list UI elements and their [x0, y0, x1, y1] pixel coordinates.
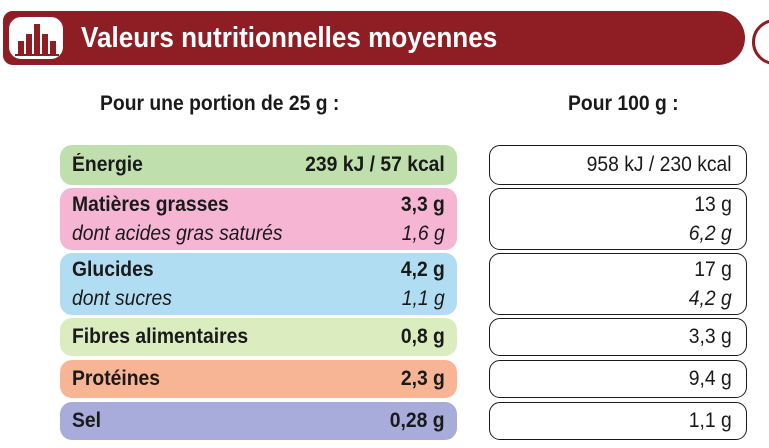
header-banner [3, 11, 745, 65]
logo-circle [752, 19, 769, 65]
cell-proteines-100g [489, 360, 747, 398]
row-value-100g: 3,3 g [689, 325, 732, 348]
row-label: Glucides [72, 258, 154, 281]
page-title: Valeurs nutritionnelles moyennes [81, 22, 498, 54]
row-value-portion: 239 kJ / 57 kcal [305, 153, 445, 176]
bar-chart-icon [9, 17, 63, 59]
row-value-100g: 17 g [694, 258, 732, 281]
cell-matieres-grasses-100g [489, 188, 747, 250]
row-energie [60, 145, 457, 185]
row-sub-label: dont acides gras saturés [72, 222, 283, 245]
column-header-100g: Pour 100 g : [568, 92, 679, 115]
row-value-portion: 2,3 g [400, 367, 445, 390]
row-glucides [60, 253, 457, 315]
row-sub-value-portion: 1,6 g [402, 222, 445, 245]
cell-energie-100g [489, 145, 747, 185]
row-label: Protéines [72, 367, 161, 390]
row-value-100g: 13 g [694, 193, 732, 216]
row-value-portion: 0,8 g [400, 325, 445, 348]
row-sub-value-100g: 6,2 g [689, 222, 732, 245]
row-value-portion: 4,2 g [400, 258, 445, 281]
row-sub-value-100g: 4,2 g [689, 287, 732, 310]
cell-glucides-100g [489, 253, 747, 315]
cell-sel-100g [489, 402, 747, 440]
row-value-portion: 0,28 g [390, 409, 445, 432]
row-value-100g: 9,4 g [689, 367, 732, 390]
row-value-portion: 3,3 g [400, 193, 445, 216]
row-matieres-grasses [60, 188, 457, 250]
row-label: Énergie [72, 153, 143, 176]
row-fibres [60, 318, 457, 356]
row-sub-value-portion: 1,1 g [402, 287, 445, 310]
column-header-portion: Pour une portion de 25 g : [100, 92, 340, 115]
row-label: Sel [72, 409, 102, 432]
cell-fibres-100g [489, 318, 747, 356]
row-label: Matières grasses [72, 193, 229, 216]
row-sub-label: dont sucres [72, 287, 172, 310]
row-value-100g: 1,1 g [689, 409, 732, 432]
row-value-100g: 958 kJ / 230 kcal [587, 153, 732, 176]
row-sel [60, 402, 457, 440]
row-proteines [60, 360, 457, 398]
row-label: Fibres alimentaires [72, 325, 249, 348]
